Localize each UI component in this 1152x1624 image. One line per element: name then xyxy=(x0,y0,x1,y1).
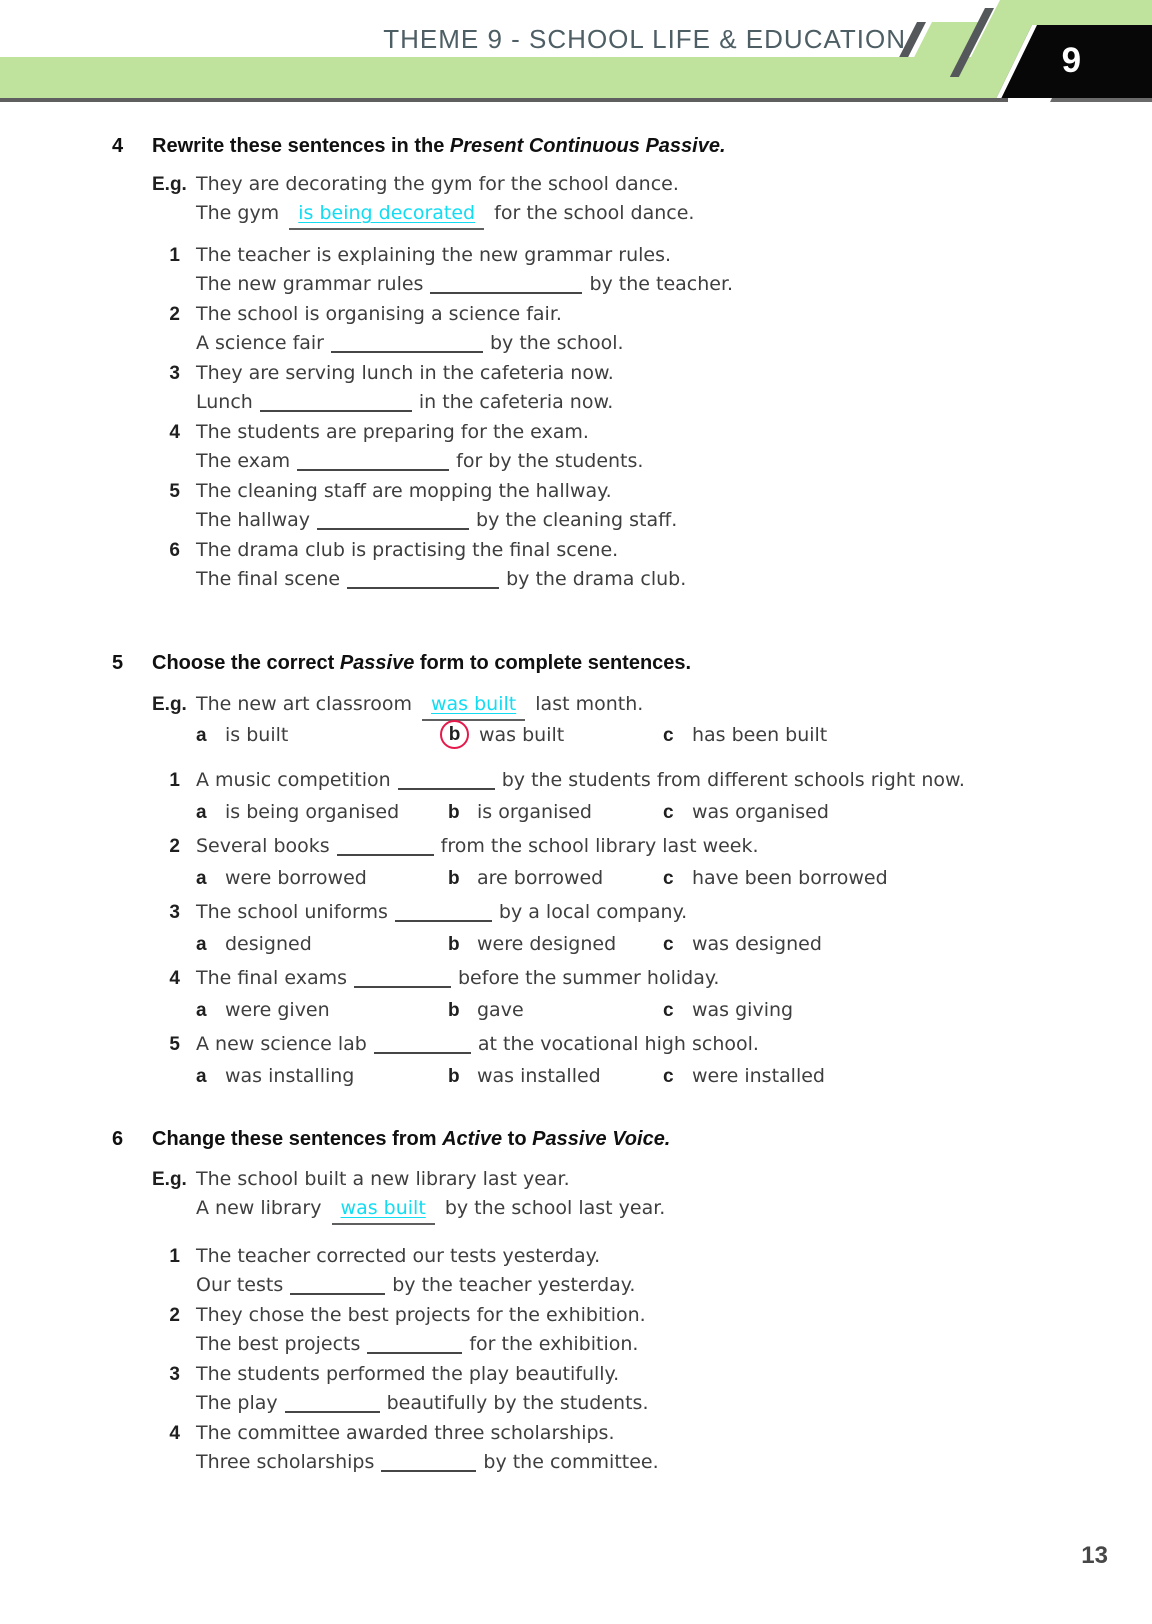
item-row xyxy=(112,536,1097,594)
filled-blank xyxy=(422,690,525,721)
gap-sentence xyxy=(196,964,1097,993)
exercise-items xyxy=(112,241,1097,594)
sentence-pre: A new science lab xyxy=(196,1033,367,1055)
gap-sentence xyxy=(196,832,1097,861)
filled-blank xyxy=(332,1194,435,1225)
option-a xyxy=(196,798,448,827)
green-banner xyxy=(0,57,1010,98)
option-b xyxy=(448,864,663,893)
exercise-number: 5 xyxy=(112,652,124,674)
sentence-pre: Several books xyxy=(196,835,330,857)
sentence-pre: A new library xyxy=(196,1197,322,1219)
exercise-title xyxy=(152,649,691,678)
sentence-pre: The play xyxy=(196,1392,278,1414)
option-text: was installing xyxy=(225,1065,355,1087)
exercise-6 xyxy=(112,1125,1097,1477)
exercise-number: 6 xyxy=(112,1128,124,1150)
option-text: was organised xyxy=(692,801,829,823)
item-body xyxy=(196,536,1097,594)
sentence-pre: The exam xyxy=(196,450,291,472)
exercise-title xyxy=(152,1125,670,1154)
option-letter: c xyxy=(663,934,674,955)
option-a xyxy=(196,721,448,750)
option-letter: c xyxy=(663,1000,674,1021)
sentence-pre: The new grammar rules xyxy=(196,273,424,295)
item-number: 5 xyxy=(169,1034,180,1055)
options-row xyxy=(196,798,1097,827)
unit-number: 9 xyxy=(1061,41,1082,80)
sentence-post: by the committee. xyxy=(483,1451,659,1473)
sentence-post: for the exhibition. xyxy=(469,1333,639,1355)
option-a xyxy=(196,996,448,1025)
passive-sentence xyxy=(196,270,1097,299)
example-body xyxy=(196,690,1097,750)
active-sentence: The teacher corrected our tests yesterday. xyxy=(196,1245,601,1267)
active-sentence: They are serving lunch in the cafeteria now. xyxy=(196,362,614,384)
sentence-pre: Three scholarships xyxy=(196,1451,375,1473)
answer-text: is being decorated xyxy=(298,202,476,224)
sentence-post: beautifully by the students. xyxy=(386,1392,649,1414)
item-body xyxy=(196,241,1097,299)
item-row xyxy=(112,418,1097,476)
title-italic: Active xyxy=(442,1128,503,1150)
exercise-number: 4 xyxy=(112,135,124,157)
active-sentence: The drama club is practising the final scene. xyxy=(196,539,619,561)
exercise-items xyxy=(112,1242,1097,1477)
active-sentence: The teacher is explaining the new grammar rules. xyxy=(196,244,672,266)
answer-text: was built xyxy=(431,693,517,715)
active-sentence: The school is organising a science fair. xyxy=(196,303,562,325)
item-row xyxy=(112,477,1097,535)
item-body xyxy=(196,898,1097,959)
active-sentence: They are decorating the gym for the school dance. xyxy=(196,173,679,195)
option-letter: a xyxy=(196,1000,207,1021)
sentence-post: at the vocational high school. xyxy=(477,1033,759,1055)
example-block xyxy=(112,1165,1097,1225)
item-body xyxy=(196,1242,1097,1300)
gap-sentence xyxy=(196,898,1097,927)
exercise-5 xyxy=(112,649,1097,1091)
passive-sentence xyxy=(196,1330,1097,1359)
option-text: was built xyxy=(479,724,565,746)
option-letter: c xyxy=(663,868,674,889)
title-italic: Passive xyxy=(339,652,415,674)
sentence-pre: The gym xyxy=(196,202,280,224)
options-row xyxy=(196,996,1097,1025)
option-letter: c xyxy=(663,802,674,823)
option-c xyxy=(663,1062,1097,1091)
answer-blank xyxy=(260,400,412,412)
answer-text: was built xyxy=(340,1197,426,1219)
sentence-post: for the school dance. xyxy=(494,202,695,224)
exercise-heading xyxy=(112,649,1097,678)
sentence-pre: A music competition xyxy=(196,769,391,791)
option-text: have been borrowed xyxy=(692,867,888,889)
item-row xyxy=(112,832,1097,893)
active-sentence: The committee awarded three scholarships. xyxy=(196,1422,615,1444)
option-letter: b xyxy=(448,802,460,823)
sentence-post: by the school last year. xyxy=(444,1197,666,1219)
option-text: were designed xyxy=(477,933,617,955)
option-a xyxy=(196,930,448,959)
option-letter: a xyxy=(196,934,207,955)
answer-blank xyxy=(337,844,434,856)
answer-blank xyxy=(347,577,499,589)
answer-blank xyxy=(395,910,492,922)
answer-blank xyxy=(398,778,495,790)
active-sentence: The students performed the play beautifully. xyxy=(196,1363,620,1385)
example-body xyxy=(196,1165,1097,1225)
active-sentence: The cleaning staff are mopping the hallway. xyxy=(196,480,612,502)
answer-blank xyxy=(374,1042,471,1054)
page-content xyxy=(112,132,1097,1478)
sentence-pre: Lunch xyxy=(196,391,253,413)
title-text: Change these sentences from xyxy=(152,1128,443,1150)
passive-sentence xyxy=(196,447,1097,476)
sentence-pre: The final scene xyxy=(196,568,341,590)
option-a xyxy=(196,864,448,893)
item-body xyxy=(196,1301,1097,1359)
option-text: were installed xyxy=(692,1065,825,1087)
title-text: Rewrite these sentences in the xyxy=(152,135,450,157)
option-c xyxy=(663,930,1097,959)
option-text: were borrowed xyxy=(225,867,367,889)
passive-sentence xyxy=(196,565,1097,594)
answer-blank xyxy=(317,518,469,530)
answer-blank xyxy=(290,1283,385,1295)
option-letter: a xyxy=(196,802,207,823)
item-row xyxy=(112,898,1097,959)
option-letter: b xyxy=(448,1000,460,1021)
title-text: form to complete sentences. xyxy=(414,652,692,674)
item-number: 5 xyxy=(169,481,180,502)
option-letter: b xyxy=(448,868,460,889)
item-body xyxy=(196,1360,1097,1418)
passive-sentence xyxy=(196,199,1097,230)
item-number: 2 xyxy=(169,836,180,857)
active-sentence: The school built a new library last year. xyxy=(196,1168,570,1190)
item-body xyxy=(196,1030,1097,1091)
item-body xyxy=(196,1419,1097,1477)
sentence-post: from the school library last week. xyxy=(440,835,759,857)
gap-sentence xyxy=(196,1030,1097,1059)
example-label: E.g. xyxy=(152,1169,187,1190)
option-c xyxy=(663,864,1097,893)
exercise-title xyxy=(152,132,726,161)
answer-blank xyxy=(381,1460,476,1472)
filled-blank xyxy=(289,199,484,230)
item-number: 4 xyxy=(169,968,180,989)
page-number: 13 xyxy=(1081,1542,1108,1569)
gap-sentence xyxy=(196,766,1097,795)
option-letter: a xyxy=(196,725,207,746)
item-body xyxy=(196,477,1097,535)
item-number: 1 xyxy=(169,1246,180,1267)
option-c xyxy=(663,996,1097,1025)
example-block xyxy=(112,690,1097,750)
item-body xyxy=(196,300,1097,358)
item-number: 1 xyxy=(169,245,180,266)
option-letter: a xyxy=(196,1066,207,1087)
sentence-post: by the teacher yesterday. xyxy=(392,1274,636,1296)
tab-shadow xyxy=(1050,98,1152,102)
item-body xyxy=(196,359,1097,417)
option-text: was giving xyxy=(692,999,794,1021)
option-c xyxy=(663,798,1097,827)
option-b xyxy=(448,930,663,959)
active-sentence: They chose the best projects for the exhibition. xyxy=(196,1304,646,1326)
item-body xyxy=(196,832,1097,893)
exercise-items xyxy=(112,766,1097,1091)
title-italic: Present Continuous Passive. xyxy=(449,135,726,157)
item-number: 3 xyxy=(169,363,180,384)
passive-sentence xyxy=(196,388,1097,417)
answer-blank xyxy=(430,282,582,294)
sentence-post: by the students from different schools right now. xyxy=(501,769,965,791)
answer-blank xyxy=(297,459,449,471)
page-header xyxy=(0,0,1152,102)
options-row xyxy=(196,930,1097,959)
title-text: Choose the correct xyxy=(152,652,340,674)
options-row xyxy=(196,721,1097,750)
option-text: is being organised xyxy=(225,801,400,823)
option-text: designed xyxy=(225,933,312,955)
passive-sentence xyxy=(196,1271,1097,1300)
item-number: 4 xyxy=(169,422,180,443)
item-row xyxy=(112,1242,1097,1300)
option-text: has been built xyxy=(692,724,828,746)
option-text: gave xyxy=(477,999,524,1021)
item-row xyxy=(112,1360,1097,1418)
item-number: 2 xyxy=(169,304,180,325)
sentence-post: by the cleaning staff. xyxy=(476,509,678,531)
item-number: 3 xyxy=(169,902,180,923)
option-b xyxy=(448,996,663,1025)
option-b xyxy=(448,721,663,750)
option-text: was installed xyxy=(477,1065,601,1087)
item-row xyxy=(112,241,1097,299)
sentence-post: in the cafeteria now. xyxy=(418,391,614,413)
option-text: is built xyxy=(225,724,289,746)
exercise-heading xyxy=(112,132,1097,161)
item-number: 6 xyxy=(169,540,180,561)
passive-sentence xyxy=(196,329,1097,358)
sentence-pre: The school uniforms xyxy=(196,901,388,923)
sentence-pre: A science fair xyxy=(196,332,324,354)
sentence-pre: Our tests xyxy=(196,1274,284,1296)
item-row xyxy=(112,1419,1097,1477)
item-row xyxy=(112,766,1097,827)
sentence-post: before the summer holiday. xyxy=(458,967,720,989)
option-letter: b xyxy=(448,934,460,955)
item-row xyxy=(112,359,1097,417)
sentence-pre: The new art classroom xyxy=(196,693,412,715)
option-b xyxy=(448,1062,663,1091)
option-a xyxy=(196,1062,448,1091)
option-letter: a xyxy=(196,868,207,889)
sentence-post: for by the students. xyxy=(456,450,644,472)
sentence-post: by the school. xyxy=(490,332,624,354)
circled-answer-letter: b xyxy=(440,720,469,749)
option-letter: c xyxy=(663,1066,674,1087)
title-italic: Passive Voice. xyxy=(532,1128,671,1150)
item-row xyxy=(112,1301,1097,1359)
sentence-post: last month. xyxy=(535,693,644,715)
passive-sentence xyxy=(196,506,1097,535)
example-body xyxy=(196,170,1097,230)
example-sentence xyxy=(196,690,1097,721)
option-letter: c xyxy=(663,725,674,746)
example-label: E.g. xyxy=(152,174,187,195)
sentence-pre: The best projects xyxy=(196,1333,361,1355)
item-body xyxy=(196,964,1097,1025)
options-row xyxy=(196,864,1097,893)
exercise-4 xyxy=(112,132,1097,594)
item-number: 4 xyxy=(169,1423,180,1444)
theme-title: THEME 9 - SCHOOL LIFE & EDUCATION xyxy=(383,24,906,54)
item-row xyxy=(112,300,1097,358)
banner-underline xyxy=(0,98,1008,102)
option-b xyxy=(448,798,663,827)
example-label: E.g. xyxy=(152,694,187,715)
option-text: were given xyxy=(225,999,330,1021)
item-body xyxy=(196,418,1097,476)
sentence-pre: The hallway xyxy=(196,509,311,531)
item-number: 1 xyxy=(169,770,180,791)
sentence-post: by the drama club. xyxy=(506,568,687,590)
answer-blank xyxy=(285,1401,380,1413)
option-c xyxy=(663,721,1097,750)
title-text: to xyxy=(502,1128,533,1150)
item-row xyxy=(112,1030,1097,1091)
exercise-heading xyxy=(112,1125,1097,1154)
sentence-post: by the teacher. xyxy=(589,273,734,295)
answer-blank xyxy=(367,1342,462,1354)
item-row xyxy=(112,964,1097,1025)
option-text: are borrowed xyxy=(477,867,604,889)
answer-blank xyxy=(354,976,451,988)
options-row xyxy=(196,1062,1097,1091)
active-sentence: The students are preparing for the exam. xyxy=(196,421,589,443)
sentence-pre: The final exams xyxy=(196,967,347,989)
option-letter: b xyxy=(448,1066,460,1087)
answer-blank xyxy=(331,341,483,353)
item-number: 3 xyxy=(169,1364,180,1385)
option-text: is organised xyxy=(477,801,592,823)
item-body xyxy=(196,766,1097,827)
sentence-post: by a local company. xyxy=(498,901,688,923)
passive-sentence xyxy=(196,1448,1097,1477)
option-text: was designed xyxy=(692,933,822,955)
example-block xyxy=(112,170,1097,230)
passive-sentence xyxy=(196,1389,1097,1418)
passive-sentence xyxy=(196,1194,1097,1225)
item-number: 2 xyxy=(169,1305,180,1326)
